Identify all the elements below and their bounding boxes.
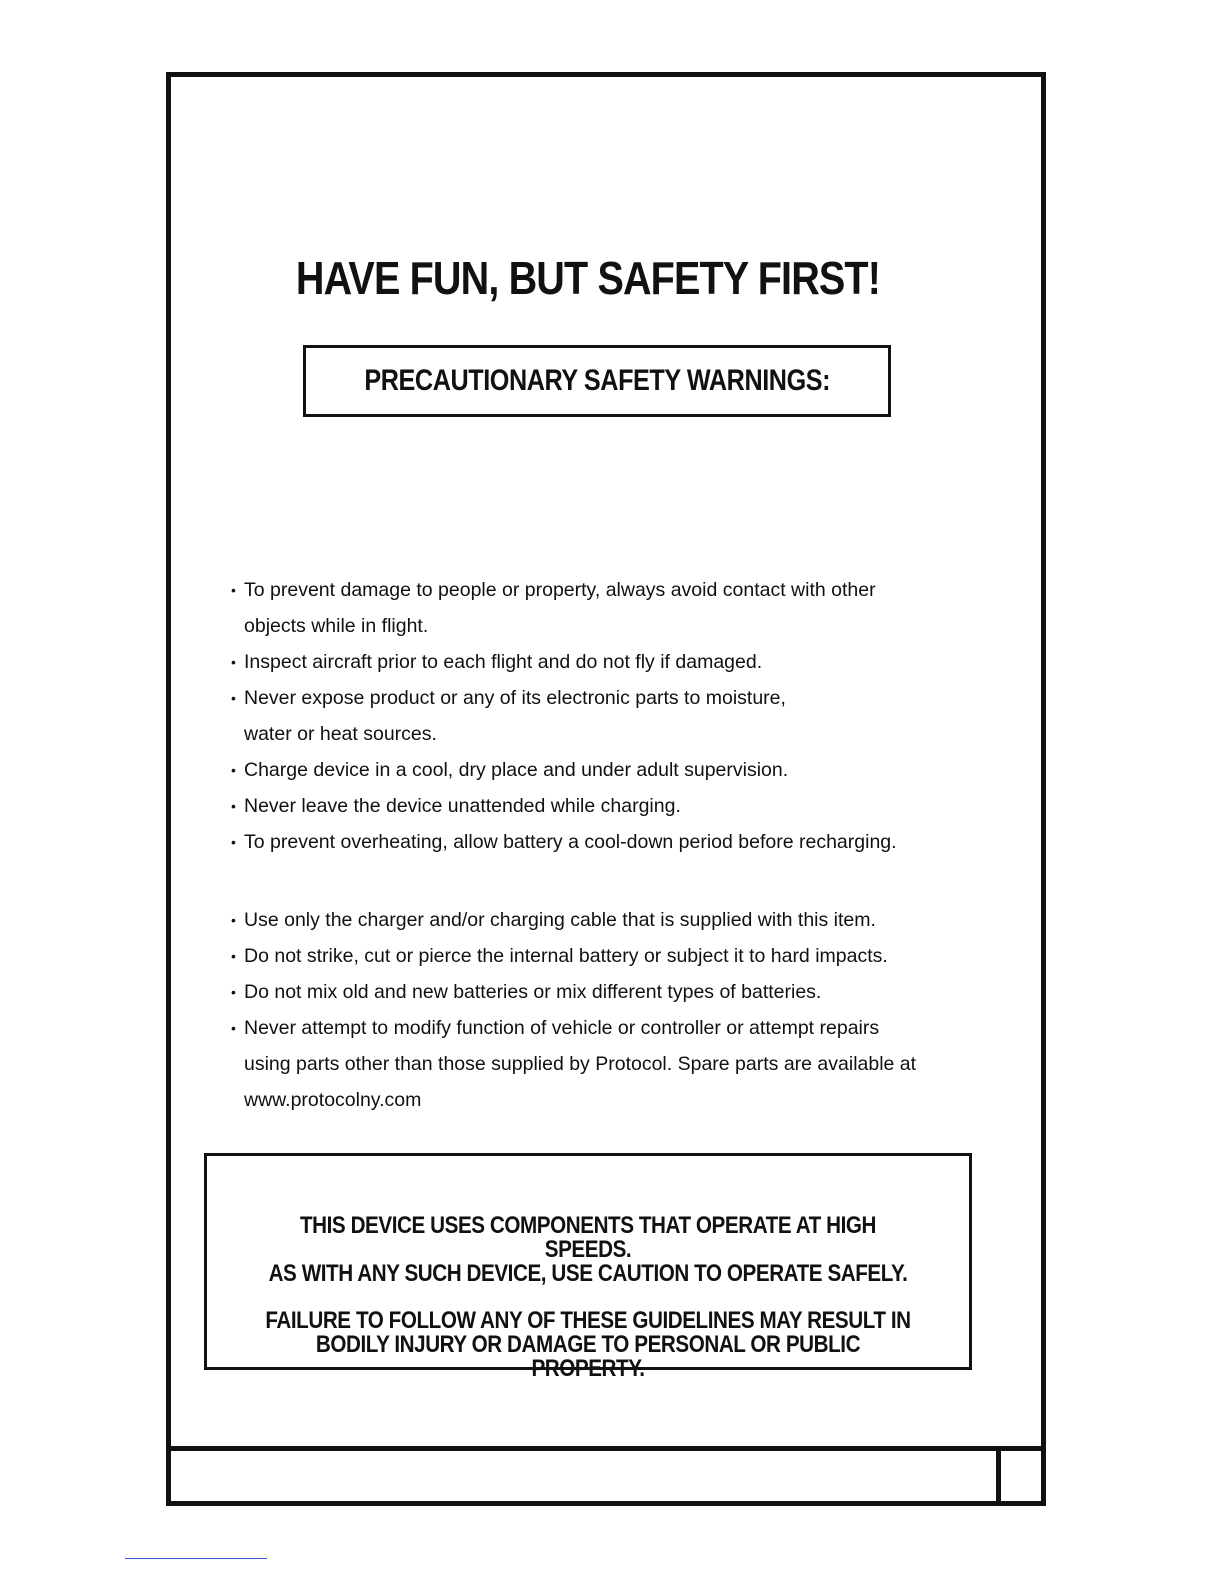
caution-box (204, 1153, 972, 1382)
warnings-heading-box (303, 345, 891, 417)
list-item: • Never expose product or any of its electronic parts to moisture, water or heat sources. (231, 680, 991, 752)
footer-area (171, 1451, 996, 1506)
caution-line: FAILURE TO FOLLOW ANY OF THESE GUIDELINES MAY RESULT IN (265, 1307, 911, 1334)
caution-line: BODILY INJURY OR DAMAGE TO PERSONAL OR PUBLIC PROPERTY. (315, 1331, 861, 1382)
caution-text (260, 1214, 915, 1404)
page-frame (166, 72, 1046, 1506)
safety-warnings-list (231, 572, 991, 1118)
underline-mark (125, 1558, 267, 1559)
list-item: • Do not mix old and new batteries or mix different types of batteries. (231, 974, 991, 1010)
list-item: • Do not strike, cut or pierce the internal battery or subject it to hard impacts. (231, 938, 991, 974)
caution-line: THIS DEVICE USES COMPONENTS THAT OPERATE AT HIGH SPEEDS. (299, 1212, 877, 1263)
list-item: • Inspect aircraft prior to each flight and do not fly if damaged. (231, 644, 991, 680)
list-item: • Charge device in a cool, dry place and under adult supervision. (231, 752, 991, 788)
caution-line: AS WITH ANY SUCH DEVICE, USE CAUTION TO OPERATE SAFELY. (268, 1260, 908, 1287)
page-title: HAVE FUN, BUT SAFETY FIRST! (295, 252, 881, 304)
page-number-slot (1001, 1451, 1041, 1506)
caution-paragraph-failure (260, 1309, 915, 1381)
warnings-heading: PRECAUTIONARY SAFETY WARNINGS: (364, 364, 830, 397)
caution-paragraph-speed (260, 1214, 915, 1286)
list-item: • Use only the charger and/or charging cable that is supplied with this item. (231, 902, 991, 938)
list-item: • To prevent damage to people or property, always avoid contact with other objects while in flight. (231, 572, 991, 644)
list-item: • To prevent overheating, allow battery a cool-down period before recharging. (231, 824, 991, 860)
list-item: • Never attempt to modify function of vehicle or controller or attempt repairs using parts other than those supplied by Protocol. Spare parts are available at www.protocolny.com (231, 1010, 991, 1118)
list-item: • Never leave the device unattended while charging. (231, 788, 991, 824)
